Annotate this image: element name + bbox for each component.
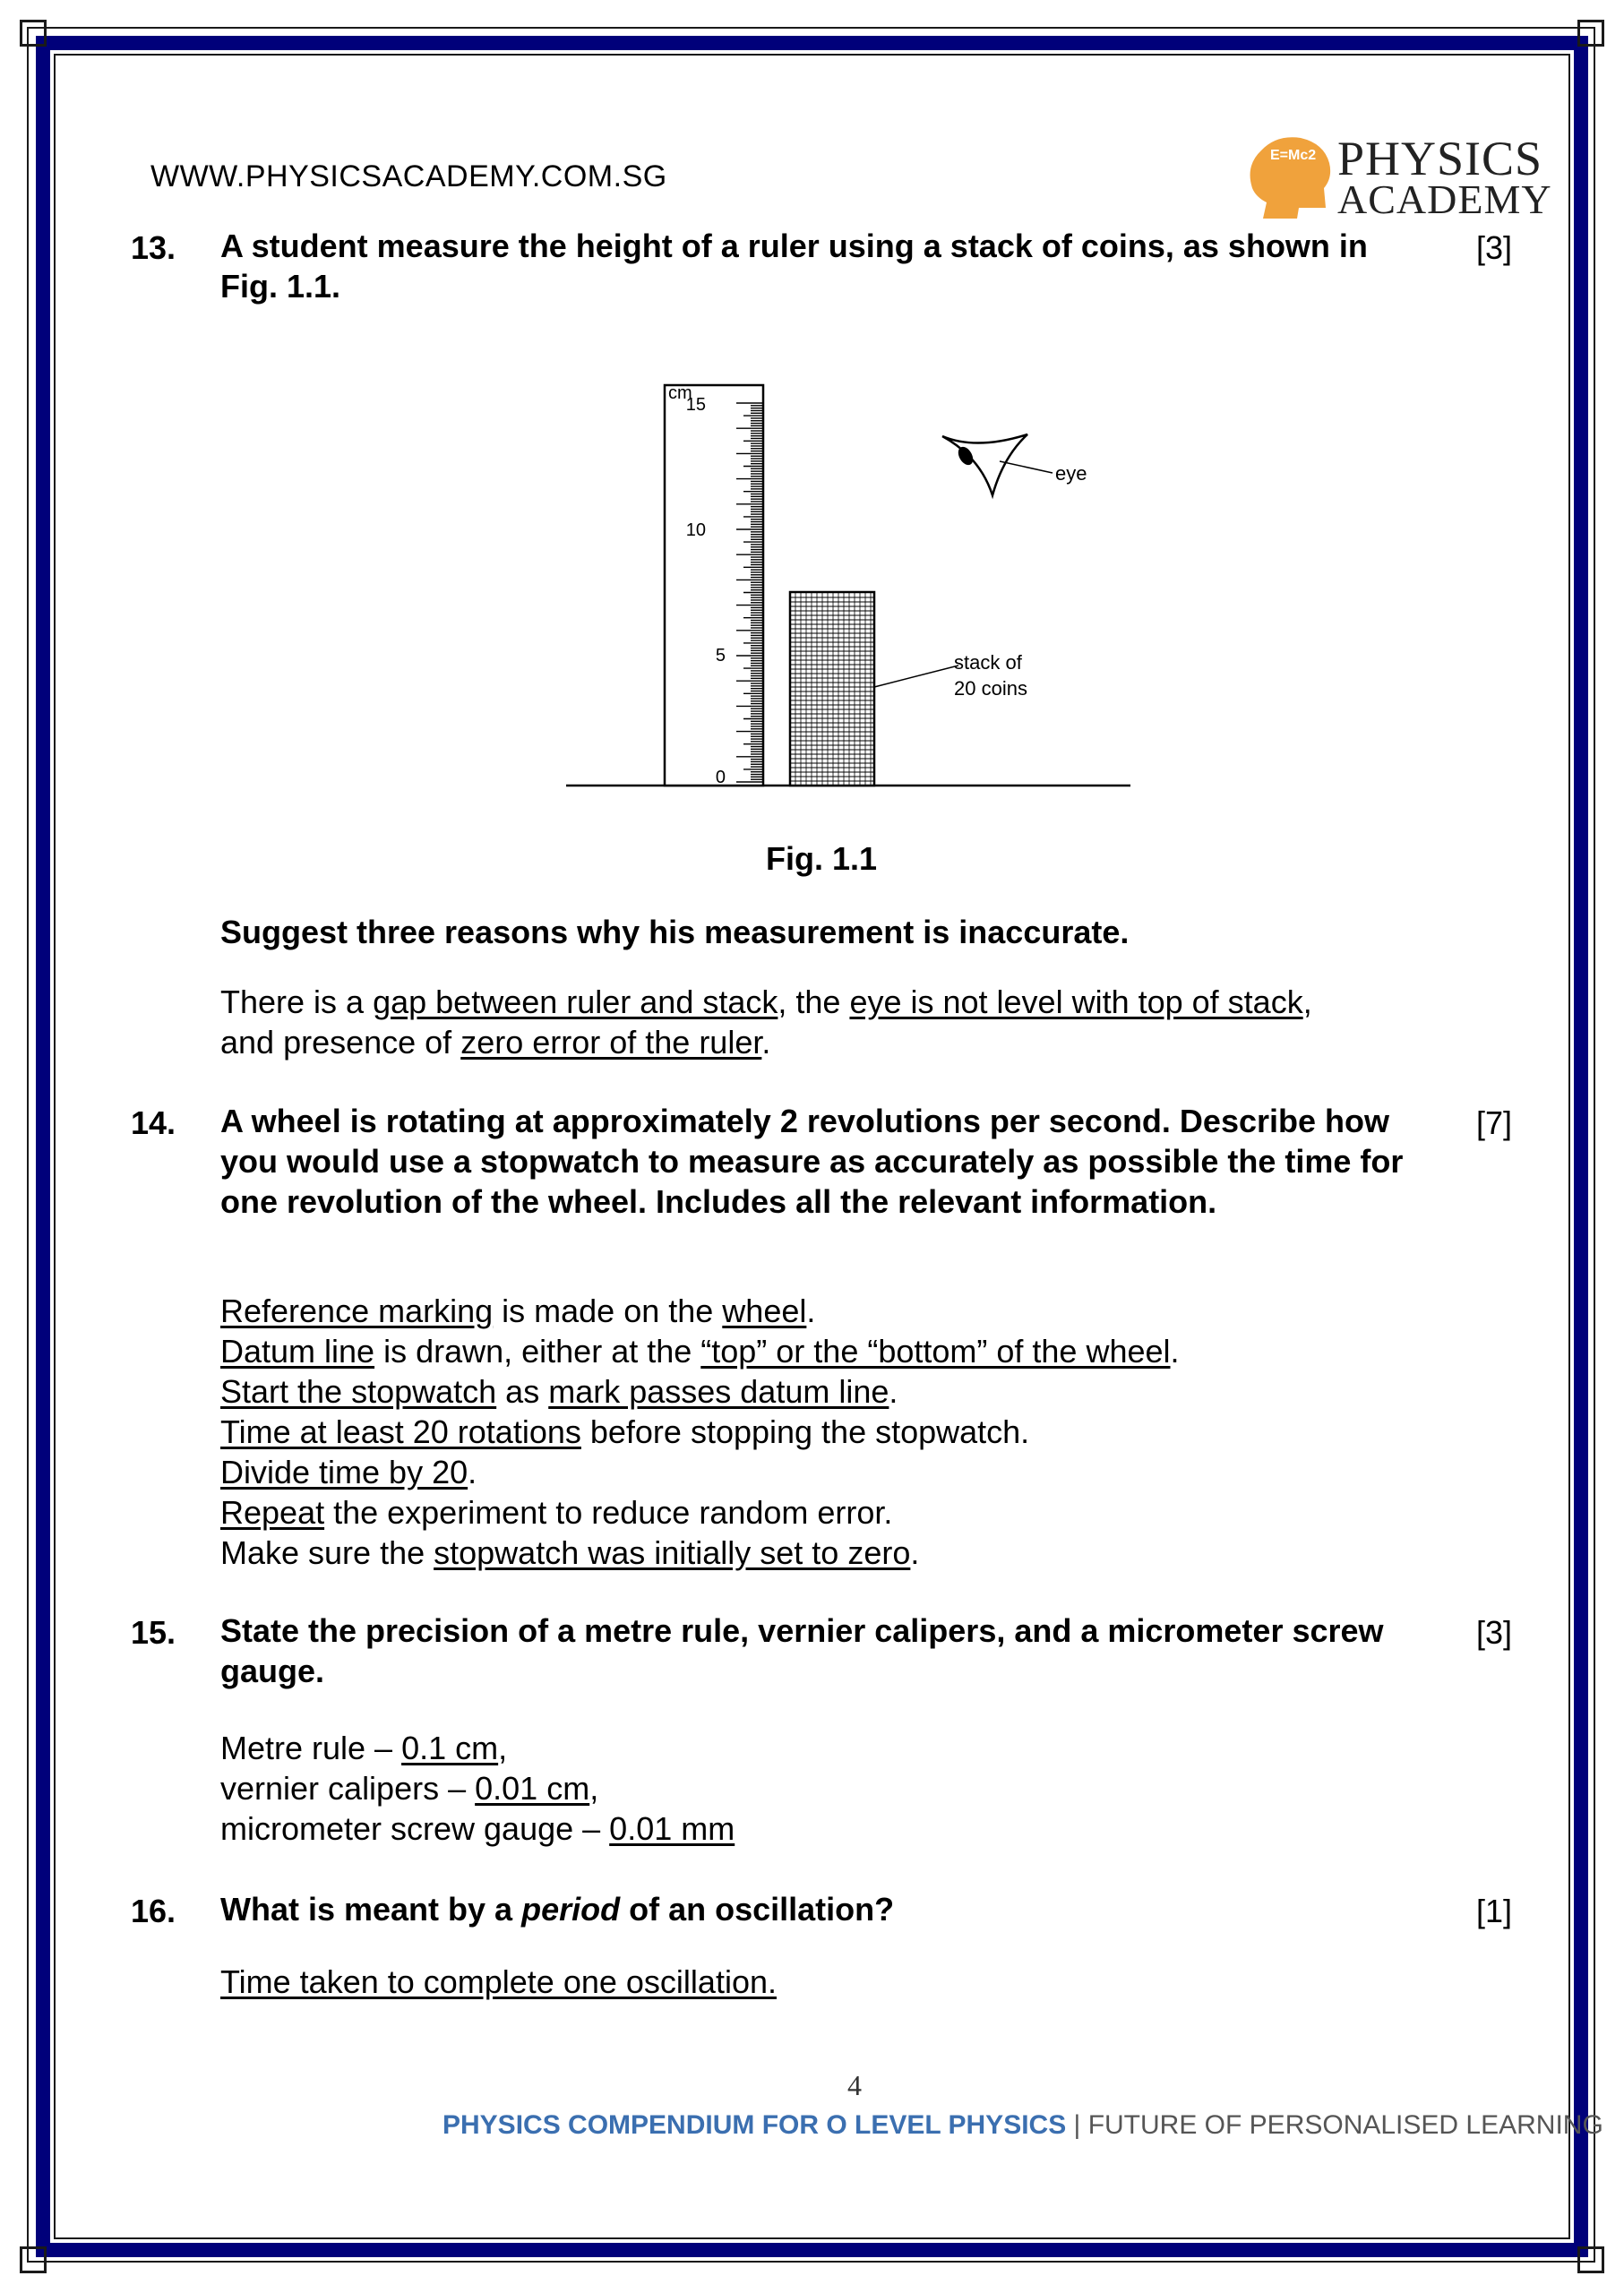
figure-caption: Fig. 1.1 — [766, 840, 878, 877]
question-15-answer: Metre rule – 0.1 cm, vernier calipers – 0.01 cm, micrometer screw gauge – 0.01 mm — [220, 1730, 735, 1847]
ruler — [665, 385, 763, 786]
question-16-number: 16. — [131, 1893, 176, 1929]
figure-ruler-coins — [555, 372, 1147, 793]
question-15-text: State the precision of a metre rule, vernier calipers, and a micrometer screw gauge. — [220, 1612, 1384, 1689]
ruler-tick-label-10: 10 — [685, 520, 706, 540]
question-14-marks: [7] — [1476, 1104, 1513, 1141]
corner-ornament — [20, 2246, 47, 2273]
question-14-answer: Reference marking is made on the wheel. Datum line is drawn, either at the “top” or the “bottom” of the wheel. Start the stopwatch as mark passes datum line. Time at least 20 rotations before stopping the stopwatch. Divide time by 20. Repeat the experiment to reduce random error. Make sure the stopwatch was initially set to zero. — [220, 1292, 1180, 1571]
logo-text-physics: PHYSICS — [1337, 132, 1543, 185]
footer-text: PHYSICS COMPENDIUM FOR O LEVEL PHYSICS | FUTURE OF PERSONALISED LEARNING — [443, 2110, 1603, 2140]
question-15-number: 15. — [131, 1614, 176, 1651]
stack-label-pointer — [874, 666, 958, 687]
question-13-answer: There is a gap between ruler and stack, the eye is not level with top of stack, and presence of zero error of the ruler. — [220, 983, 1312, 1061]
question-13-number: 13. — [131, 229, 176, 266]
question-16-marks: [1] — [1476, 1893, 1513, 1929]
question-14-number: 14. — [131, 1104, 176, 1141]
eye-label: eye — [1055, 462, 1087, 485]
stack-label-line1: stack of — [954, 651, 1022, 674]
logo-text-academy: ACADEMY — [1337, 176, 1552, 222]
eye-icon — [942, 434, 1053, 495]
question-13-text: A student measure the height of a ruler using a stack of coins, as shown in Fig. 1.1. — [220, 228, 1368, 305]
question-14-text: A wheel is rotating at approximately 2 revolutions per second. Describe how you would use a stopwatch to measure as accurately as possible the time for one revolution of the wheel. Includes all the relevant information. — [220, 1103, 1404, 1220]
coin-stack — [790, 592, 874, 786]
corner-ornament — [1577, 20, 1604, 47]
question-16-answer: Time taken to complete one oscillation. — [220, 1963, 777, 2000]
question-13-prompt: Suggest three reasons why his measurement is inaccurate. — [220, 914, 1130, 950]
ruler-tick-label-0: 0 — [715, 768, 726, 787]
ruler-unit-label: cm — [668, 383, 692, 403]
question-16-text: What is meant by a period of an oscillation? — [220, 1891, 895, 1928]
header-url: WWW.PHYSICSACADEMY.COM.SG — [150, 159, 667, 193]
ruler-tick-label-5: 5 — [715, 646, 726, 666]
logo-formula: E=Mc2 — [1270, 148, 1317, 163]
question-13-marks: [3] — [1476, 229, 1513, 266]
page-number: 4 — [847, 2069, 862, 2101]
stack-label-line2: 20 coins — [954, 677, 1027, 700]
question-15-marks: [3] — [1476, 1614, 1513, 1651]
ruler-tick-label-15: 15 — [685, 395, 706, 415]
corner-ornament — [20, 20, 47, 47]
corner-ornament — [1577, 2246, 1604, 2273]
